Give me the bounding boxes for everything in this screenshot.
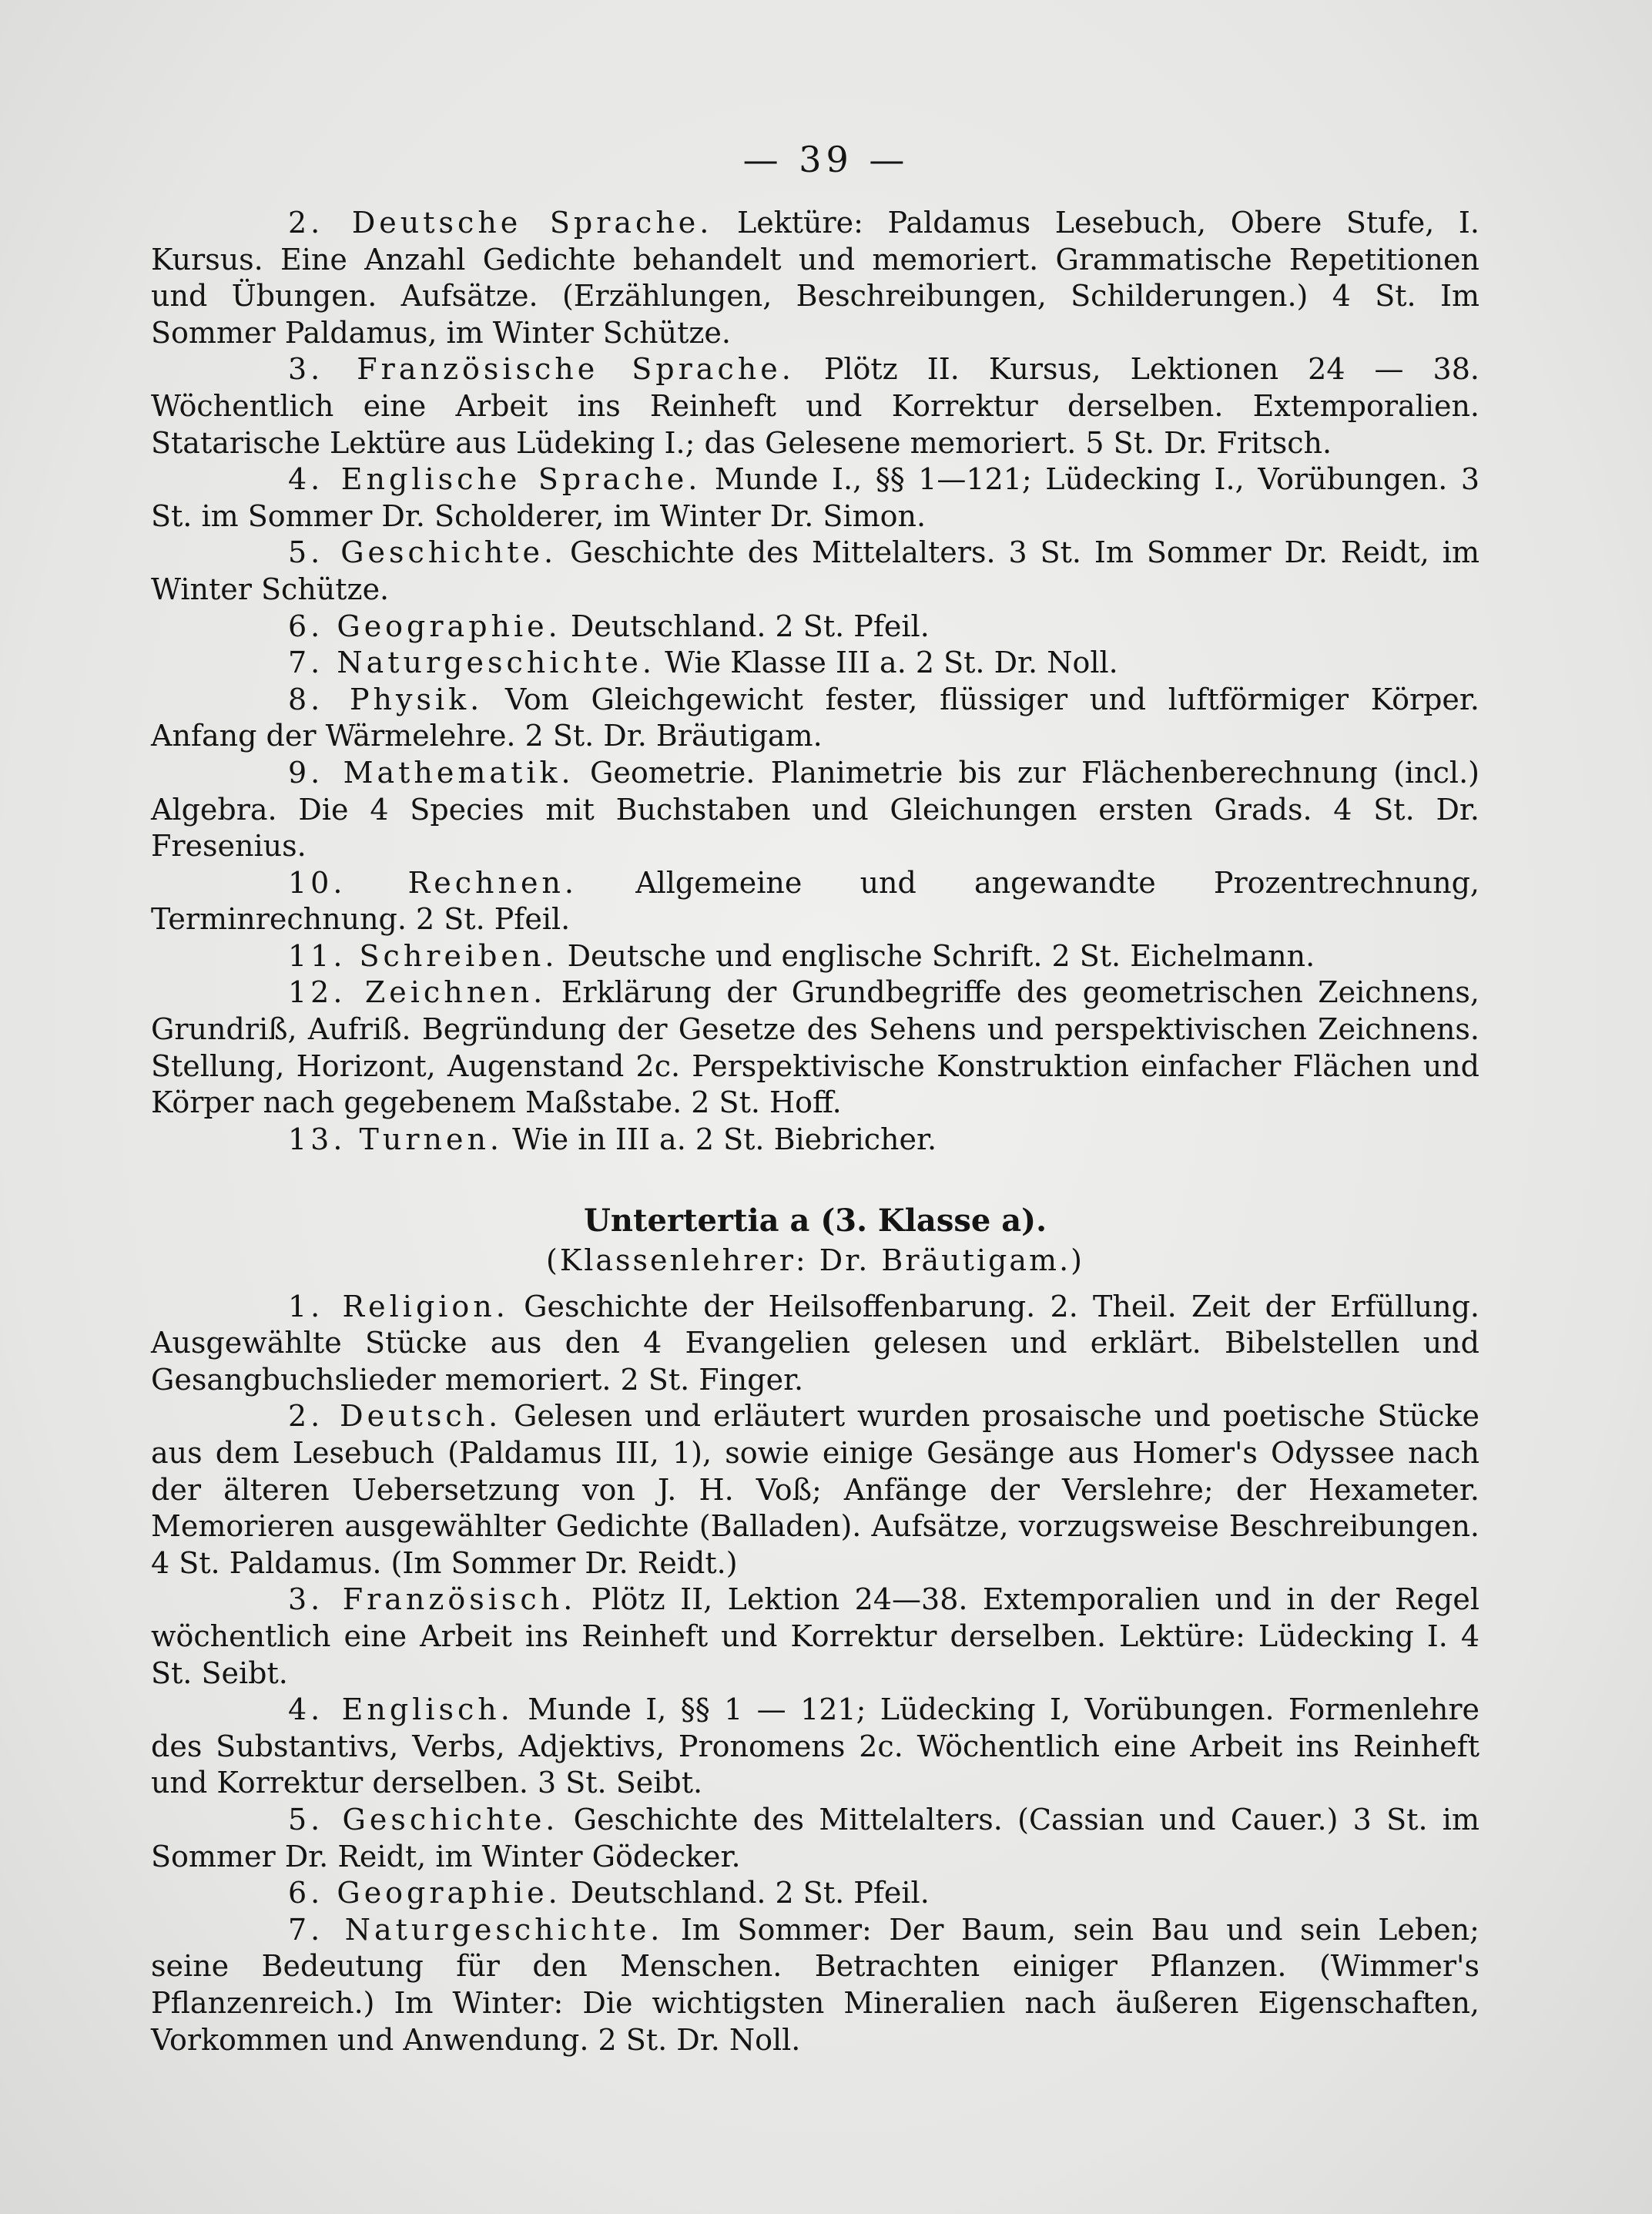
paragraph-geographie-lower: [151, 1875, 1479, 1912]
paragraph-text: Deutschland. 2 St. Pfeil.: [570, 609, 930, 643]
paragraph-englisch: [151, 1692, 1479, 1802]
paragraph-geschichte-lower: [151, 1802, 1479, 1875]
paragraph-text: Plötz II, Lektion 24—38. Extemporalien und in der Regel wöchentlich eine Arbeit ins Reinheft und Korrektur derselben. Lektüre: Lüdecking I. 4 St. Seibt.: [151, 1582, 1479, 1690]
paragraph-text: Allgemeine und angewandte Prozentrechnung, Terminrechnung. 2 St. Pfeil.: [151, 865, 1479, 937]
subject-label: 1. Religion.: [288, 1289, 509, 1323]
paragraph-text: Munde I., §§ 1—121; Lüdecking I., Vorübungen. 3 St. im Sommer Dr. Scholderer, im Winter Dr. Simon.: [151, 462, 1479, 533]
paragraph-deutsch: [151, 1398, 1479, 1582]
paragraph-text: Geschichte der Heilsoffenbarung. 2. Theil. Zeit der Erfüllung. Ausgewählte Stücke aus den 4 Evangelien gelesen und erklärt. Bibelstellen und Gesangbuchslieder memoriert. 2 St. Finger.: [151, 1289, 1479, 1397]
paragraph-text: Geometrie. Planimetrie bis zur Flächenberechnung (incl.) Algebra. Die 4 Species mit Buchstaben und Gleichungen ersten Grads. 4 St. Dr. Fresenius.: [151, 755, 1479, 864]
paragraph-text: Wie in III a. 2 St. Biebricher.: [512, 1122, 937, 1156]
paragraph-turnen: [151, 1122, 1479, 1159]
subject-label: 13. Turnen.: [288, 1122, 504, 1156]
paragraph-text: Vom Gleichgewicht fester, flüssiger und luftförmiger Körper. Anfang der Wärmelehre. 2 St. Dr. Bräutigam.: [151, 682, 1479, 753]
paragraph-text: Geschichte des Mittelalters. 3 St. Im Sommer Dr. Reidt, im Winter Schütze.: [151, 535, 1479, 606]
page-number: — 39 —: [742, 139, 910, 180]
paragraph-physik: [151, 682, 1479, 755]
subject-label: 7. Naturgeschichte.: [288, 1912, 664, 1947]
paragraph-text: Plötz II. Kursus, Lektionen 24 — 38. Wöchentlich eine Arbeit ins Reinheft und Korrektur derselben. Extemporalien. Statarische Lektüre aus Lüdeking I.; das Gelesene memoriert. 5 St. Dr. Fritsch.: [151, 352, 1479, 460]
paragraph-rechnen: [151, 865, 1479, 938]
paragraph-text: Gelesen und erläutert wurden prosaische und poetische Stücke aus dem Lesebuch (Paldamus III, 1), sowie einige Gesänge aus Homer's Odyssee nach der älteren Uebersetzung von J. H. Voß; Anfänge der Verslehre; der Hexameter. Memorieren ausgewählter Gedichte (Balladen). Aufsätze, vorzugsweise Beschreibungen. 4 St. Paldamus. (Im Sommer Dr. Reidt.): [151, 1399, 1479, 1580]
paragraph-text: Deutschland. 2 St. Pfeil.: [570, 1876, 930, 1910]
paragraph-text: Lektüre: Paldamus Lesebuch, Obere Stufe, I. Kursus. Eine Anzahl Gedichte behandelt und memoriert. Grammatische Repetitionen und Übungen. Aufsätze. (Erzählungen, Beschreibungen, Schilderungen.) 4 St. Im Sommer Paldamus, im Winter Schütze.: [151, 206, 1479, 350]
section-subheading: (Klassenlehrer: Dr. Bräutigam.): [546, 1243, 1084, 1278]
subject-label: 4. Englische Sprache.: [288, 462, 702, 497]
paragraph-franzoesisch: [151, 1582, 1479, 1692]
section-heading: Untertertia a (3. Klasse a).: [584, 1203, 1047, 1240]
subject-label: 11. Schreiben.: [288, 938, 558, 973]
paragraph-deutsche-sprache: [151, 205, 1479, 351]
paragraph-franzoesische-sprache: [151, 351, 1479, 461]
subject-label: 2. Deutsch.: [288, 1399, 502, 1434]
subject-label: 3. Französisch.: [288, 1582, 577, 1617]
paragraph-schreiben: [151, 938, 1479, 975]
paragraph-religion: [151, 1289, 1479, 1399]
subject-label: 3. Französische Sprache.: [288, 352, 795, 387]
paragraph-mathematik: [151, 755, 1479, 865]
subject-label: 6. Geographie.: [288, 609, 561, 643]
subject-label: 9. Mathematik.: [288, 755, 575, 790]
document-body: [151, 205, 1479, 2058]
paragraph-text: Geschichte des Mittelalters. (Cassian und Cauer.) 3 St. im Sommer Dr. Reidt, im Winter Gödecker.: [151, 1802, 1479, 1874]
paragraph-text: Im Sommer: Der Baum, sein Bau und sein Leben; seine Bedeutung für den Menschen. Betrachten einiger Pflanzen. (Wimmer's Pflanzenreich.) Im Winter: Die wichtigsten Mineralien nach äußeren Eigenschaften, Vorkommen und Anwendung. 2 St. Dr. Noll.: [151, 1912, 1479, 2057]
subject-label: 7. Naturgeschichte.: [288, 646, 655, 680]
subject-label: 5. Geschichte.: [288, 1802, 559, 1837]
paragraph-naturgeschichte: [151, 645, 1479, 682]
paragraph-text: Deutsche und englische Schrift. 2 St. Eichelmann.: [567, 938, 1315, 973]
paragraph-text: Erklärung der Grundbegriffe des geometrischen Zeichnens, Grundriß, Aufriß. Begründung der Gesetze des Sehens und perspektivischen Zeichnens. Stellung, Horizont, Augenstand 2c. Perspektivische Konstruktion einfacher Flächen und Körper nach gegebenem Maßstabe. 2 St. Hoff.: [151, 975, 1480, 1120]
paragraph-geographie: [151, 609, 1479, 646]
paragraph-text: Munde I, §§ 1 — 121; Lüdecking I, Vorübungen. Formenlehre des Substantivs, Verbs, Adjektivs, Pronomens 2c. Wöchentlich eine Arbeit ins Reinheft und Korrektur derselben. 3 St. Seibt.: [151, 1692, 1479, 1800]
paragraph-zeichnen: [151, 974, 1479, 1121]
paragraph-naturgeschichte-lower: [151, 1912, 1479, 2058]
subject-label: 6. Geographie.: [288, 1876, 561, 1910]
subject-label: 8. Physik.: [288, 682, 484, 716]
subject-label: 5. Geschichte.: [288, 535, 558, 570]
paragraph-geschichte: [151, 535, 1479, 608]
subject-label: 2. Deutsche Sprache.: [288, 206, 713, 240]
paragraph-text: Wie Klasse III a. 2 St. Dr. Noll.: [665, 646, 1118, 680]
paragraph-englische-sprache: [151, 461, 1479, 535]
subject-label: 4. Englisch.: [288, 1692, 514, 1727]
subject-label: 12. Zeichnen.: [288, 975, 547, 1010]
subject-label: 10. Rechnen.: [288, 865, 578, 900]
